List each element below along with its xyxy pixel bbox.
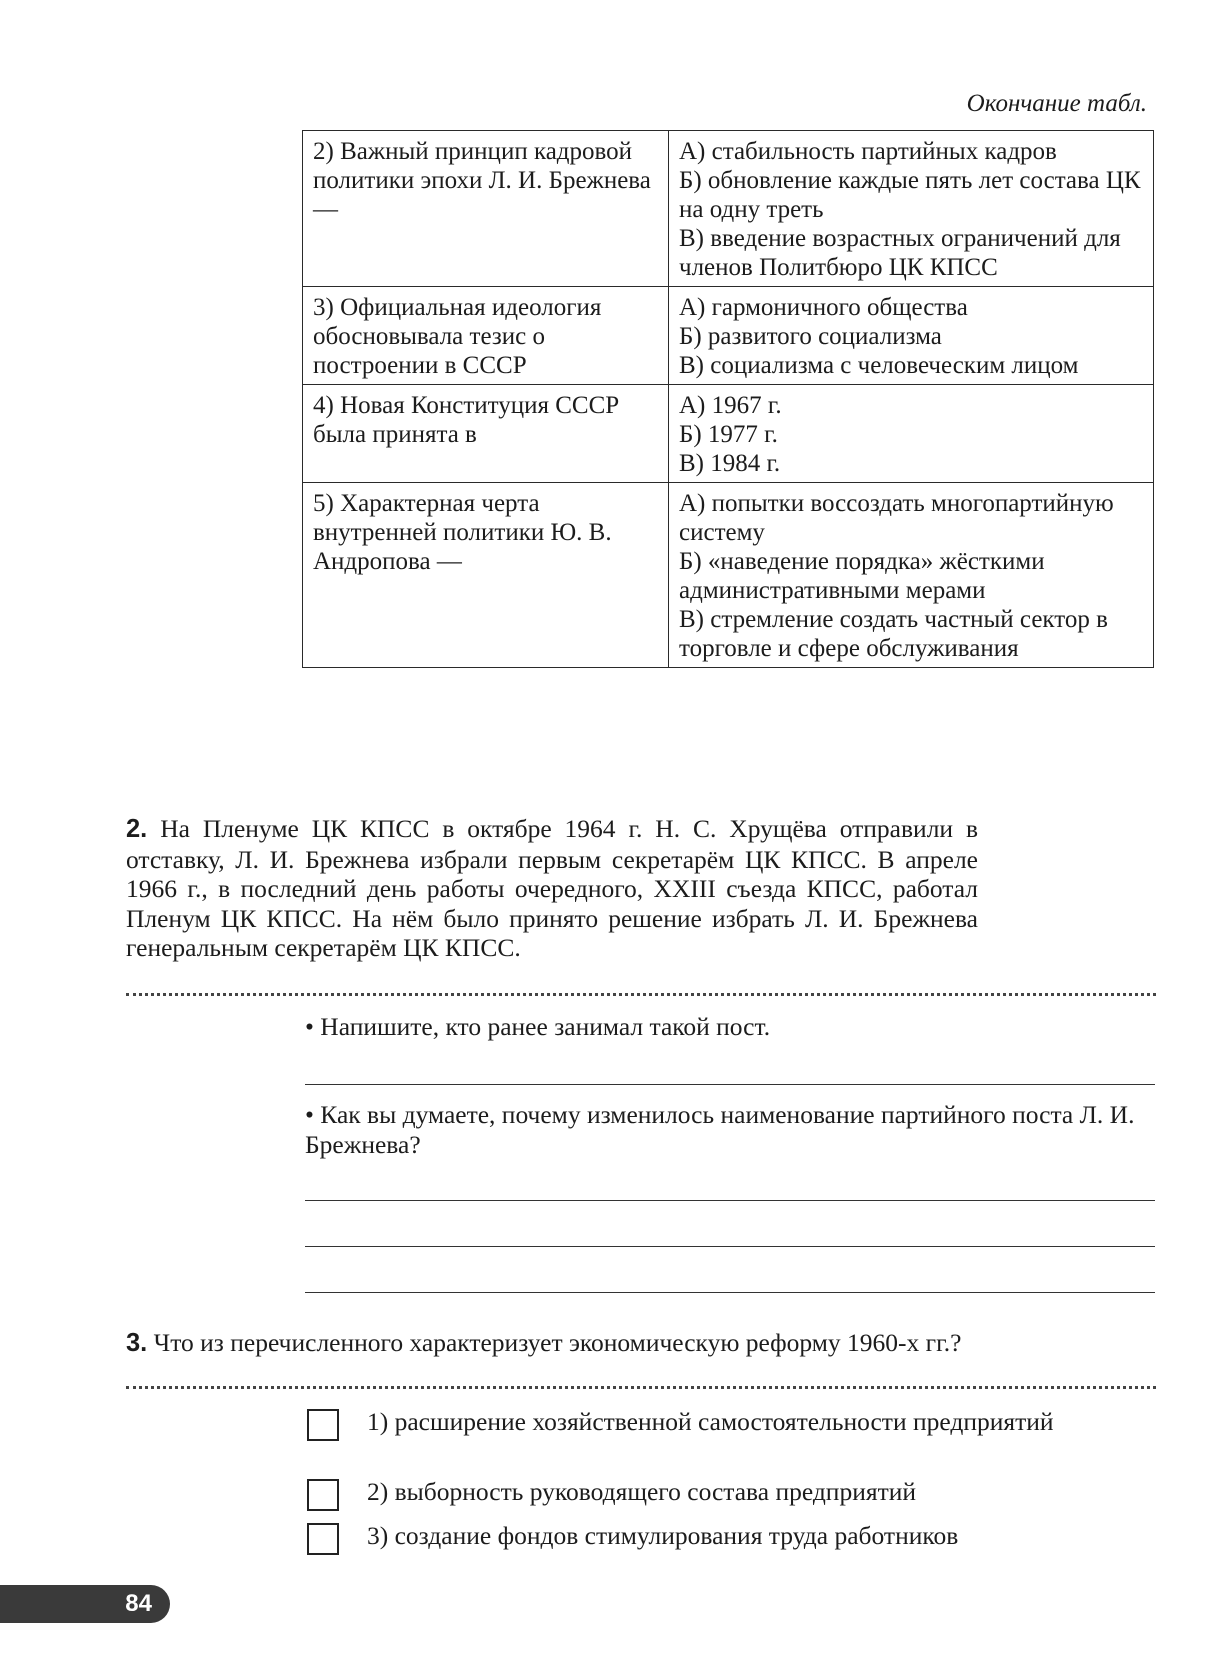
quiz-table bbox=[302, 130, 1154, 668]
question-cell: 5) Характерная черта внутренней политики Ю. В. Андропова — bbox=[303, 483, 669, 668]
table-continuation-caption: Окончание табл. bbox=[966, 90, 1147, 117]
answers-cell bbox=[669, 287, 1154, 385]
answer-line[interactable] bbox=[305, 1200, 1155, 1201]
answer-checkbox[interactable] bbox=[307, 1479, 339, 1511]
answer-option: В) введение возрастных ограничений для членов Политбюро ЦК КПСС bbox=[679, 225, 1121, 281]
table-row bbox=[303, 287, 1154, 385]
table-row bbox=[303, 385, 1154, 483]
answer-line[interactable] bbox=[305, 1246, 1155, 1247]
task-number: 3. bbox=[126, 1329, 148, 1357]
answer-option: В) 1984 г. bbox=[679, 450, 781, 477]
question-cell: 2) Важный принцип кадровой политики эпохи Л. И. Брежнева — bbox=[303, 131, 669, 287]
answer-option: Б) обновление каждые пять лет состава ЦК на одну треть bbox=[679, 167, 1141, 223]
answer-checkbox[interactable] bbox=[307, 1409, 339, 1441]
answer-option: А) попытки воссоздать многопартийную систему bbox=[679, 490, 1114, 546]
task-text: На Пленуме ЦК КПСС в октябре 1964 г. Н. С. Хрущёва отправили в отставку, Л. И. Брежнева избрали первым секретарём ЦК КПСС. В апреле 1966 г., в последний день работы очередного, XXIII съезда КПСС, работал Пленум ЦК КПСС. На нём было принято решение избрать Л. И. Брежнева генеральным секретарём ЦК КПСС. bbox=[126, 814, 978, 962]
question-cell: 3) Официальная идеология обосновывала тезис о построении в СССР bbox=[303, 287, 669, 385]
answer-option: А) стабильность партийных кадров bbox=[679, 138, 1057, 165]
table-row bbox=[303, 483, 1154, 668]
bullet-prompt: • Напишите, кто ранее занимал такой пост. bbox=[305, 1012, 771, 1041]
answer-option: Б) «наведение порядка» жёсткими административными мерами bbox=[679, 548, 1045, 604]
dotted-divider bbox=[126, 993, 1156, 996]
task-2 bbox=[126, 814, 978, 963]
answer-line[interactable] bbox=[305, 1084, 1155, 1085]
option-text: 1) расширение хозяйственной самостоятельности предприятий bbox=[367, 1407, 1054, 1436]
page-number: 84 bbox=[125, 1590, 152, 1617]
answer-line[interactable] bbox=[305, 1292, 1155, 1293]
answer-option: В) стремление создать частный сектор в торговле и сфере обслуживания bbox=[679, 606, 1108, 662]
answer-checkbox[interactable] bbox=[307, 1523, 339, 1555]
answer-option: А) гармоничного общества bbox=[679, 294, 968, 321]
question-cell: 4) Новая Конституция СССР была принята в bbox=[303, 385, 669, 483]
answers-cell bbox=[669, 385, 1154, 483]
task-number: 2. bbox=[126, 815, 148, 843]
answer-option: Б) 1977 г. bbox=[679, 421, 778, 448]
answers-cell bbox=[669, 131, 1154, 287]
answer-option: Б) развитого социализма bbox=[679, 323, 942, 350]
page-number-tab bbox=[0, 1585, 170, 1623]
dotted-divider bbox=[126, 1386, 1156, 1389]
answer-option: А) 1967 г. bbox=[679, 392, 782, 419]
option-text: 2) выборность руководящего состава предприятий bbox=[367, 1477, 917, 1506]
option-text: 3) создание фондов стимулирования труда работников bbox=[367, 1521, 959, 1550]
answer-option: В) социализма с человеческим лицом bbox=[679, 352, 1079, 379]
bullet-prompt: • Как вы думаете, почему изменилось наименование партийного поста Л. И. Брежнева? bbox=[305, 1100, 1135, 1159]
task-text: Что из перечисленного характеризует экономическую реформу 1960-х гг.? bbox=[153, 1328, 962, 1357]
answers-cell bbox=[669, 483, 1154, 668]
table-row bbox=[303, 131, 1154, 287]
task-3 bbox=[126, 1328, 978, 1359]
